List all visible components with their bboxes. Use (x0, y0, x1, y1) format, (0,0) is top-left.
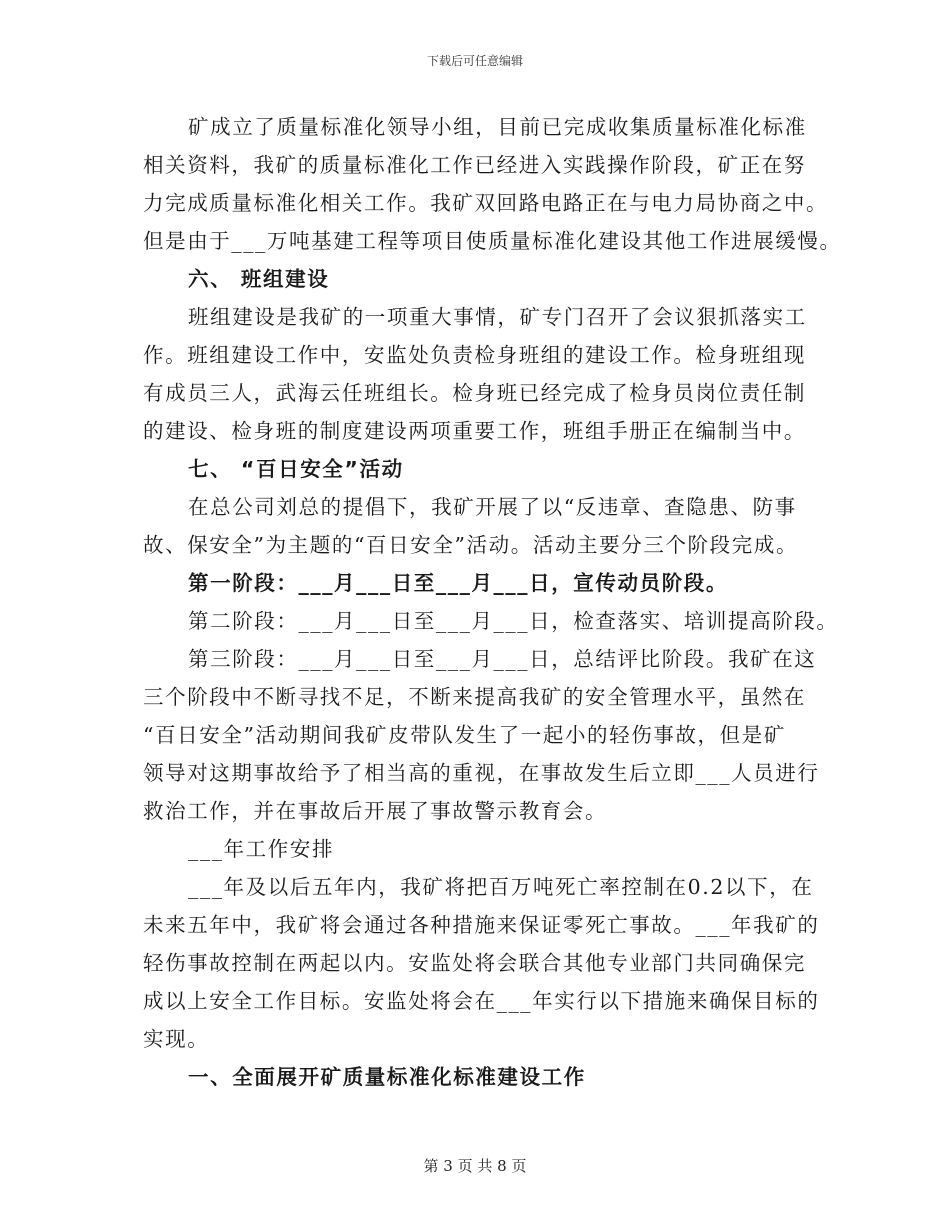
body-line: 作。班组建设工作中，安监处负责检身班组的建设工作。检身班组现 (143, 343, 806, 367)
page-header: 下载后可任意编辑 (426, 54, 523, 68)
body-line: 力完成质量标准化相关工作。我矿双回路电路正在与电力局协商之中。 (143, 191, 829, 215)
body-line: 救治工作，并在事故后开展了事故警示教育会。 (143, 799, 608, 823)
stage-line-bold: 第一阶段：___月___日至___月___日，宣传动员阶段。 (188, 571, 728, 595)
body-line: 故、保安全”为主题的“百日安全”活动。活动主要分三个阶段完成。 (143, 533, 799, 557)
body-line: 矿成立了质量标准化领导小组，目前已完成收集质量标准化标准 (188, 115, 807, 139)
plan-heading: ___年工作安排 (188, 837, 335, 861)
page-footer: 第 3 页 共 8 页 (423, 1157, 527, 1175)
body-line: 的建设、检身班的制度建设两项重要工作，班组手册正在编制当中。 (143, 419, 806, 443)
body-line: 有成员三人，武海云任班组长。检身班已经完成了检身员岗位责任制 (143, 381, 806, 405)
section-heading: 一、全面展开矿质量标准化标准建设工作 (188, 1065, 586, 1089)
stage-line: 第二阶段：___月___日至___月___日，检查落实、培训提高阶段。 (188, 609, 839, 633)
body-line: 但是由于___万吨基建工程等项目使质量标准化建设其他工作进展缓慢。 (143, 229, 842, 253)
body-line: ___年及以后五年内，我矿将把百万吨死亡率控制在0.2以下，在 (188, 875, 814, 899)
body-line: 三个阶段中不断寻找不足，不断来提高我矿的安全管理水平，虽然在 (143, 685, 806, 709)
body-line: 实现。 (143, 1027, 210, 1051)
stage-line: 第三阶段：___月___日至___月___日，总结评比阶段。我矿在这 (188, 647, 817, 671)
body-line: 班组建设是我矿的一项重大事情，矿专门召开了会议狠抓落实工 (188, 305, 807, 329)
section-heading: 七、 “百日安全”活动 (188, 457, 404, 481)
body-line: 成以上安全工作目标。安监处将会在___年实行以下措施来确保目标的 (143, 989, 820, 1013)
body-line: 领导对这期事故给予了相当高的重视，在事故发生后立即___人员进行 (143, 761, 820, 785)
body-line: 未来五年中，我矿将会通过各种措施来保证零死亡事故。___年我矿的 (143, 913, 820, 937)
body-line: “百日安全”活动期间我矿皮带队发生了一起小的轻伤事故，但是矿 (143, 723, 786, 747)
body-line: 在总公司刘总的提倡下，我矿开展了以“反违章、查隐患、防事 (188, 495, 797, 519)
section-heading: 六、 班组建设 (188, 267, 330, 291)
body-line: 相关资料，我矿的质量标准化工作已经进入实践操作阶段，矿正在努 (143, 153, 806, 177)
body-line: 轻伤事故控制在两起以内。安监处将会联合其他专业部门共同确保完 (143, 951, 806, 975)
